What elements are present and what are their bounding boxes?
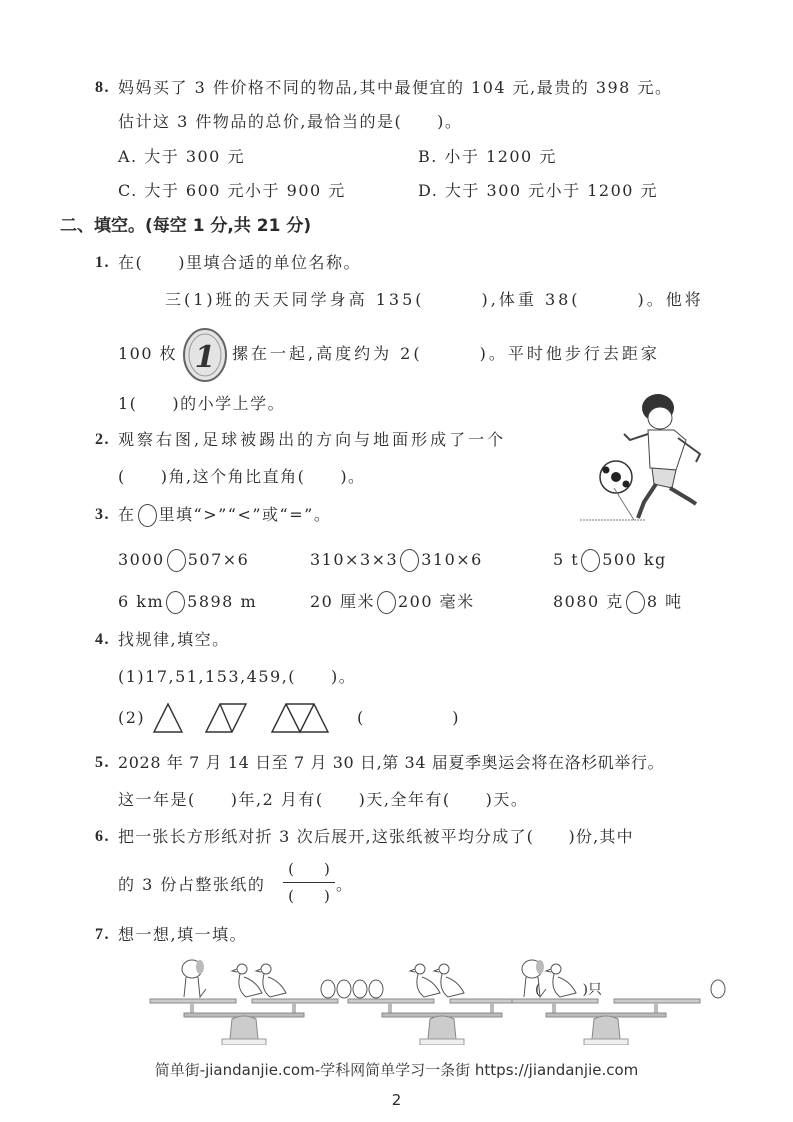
compare-blank[interactable]: [626, 591, 645, 614]
q1-text-4: 1( )的小学上学。: [118, 394, 286, 413]
triangle-pattern: [150, 702, 350, 734]
chick-icon: [353, 980, 367, 998]
scale-3: [512, 960, 725, 1045]
compare-blank[interactable]: [166, 591, 185, 614]
q7-blank: ( )只: [535, 982, 602, 998]
compare-item: 310×3×3 310×6: [310, 549, 483, 572]
q8-text-2: 估计这 3 件物品的总价,最恰当的是( )。: [118, 112, 463, 131]
q4-part2-label: (2): [118, 708, 146, 727]
dog-icon: [182, 960, 206, 997]
circle-icon: [138, 504, 157, 527]
q5-text-2: 这一年是( )年,2 月有( )天,全年有( )天。: [118, 790, 529, 809]
compare-item: 8080 克 8 吨: [553, 591, 683, 614]
q5-text-1: 2028 年 7 月 14 日至 7 月 30 日,第 34 届夏季奥运会将在洛杉矶举行。: [118, 753, 665, 772]
compare-blank[interactable]: [400, 549, 419, 572]
chick-icon: [321, 980, 335, 998]
q8-text-1: 妈妈买了 3 件价格不同的物品,其中最便宜的 104 元,最贵的 398 元。: [118, 78, 673, 97]
compare-blank[interactable]: [581, 549, 600, 572]
coin-label: 1: [194, 340, 216, 375]
scale-2: [321, 964, 536, 1045]
q8-option-a: A. 大于 300 元: [118, 147, 245, 166]
compare-item: 20 厘米 200 毫米: [310, 591, 475, 614]
q4-part1: (1)17,51,153,459,( )。: [118, 667, 357, 686]
q4-text: 找规律,填空。: [118, 630, 230, 649]
q3-intro-a: 在: [118, 505, 136, 524]
compare-item: 3000 507×6: [118, 549, 249, 572]
compare-item: 5 t 500 kg: [553, 549, 667, 572]
q7-text: 想一想,填一填。: [118, 925, 248, 944]
q6-text-1: 把一张长方形纸对折 3 次后展开,这张纸被平均分成了( )份,其中: [118, 827, 634, 846]
duck-icon: [232, 964, 262, 997]
footer-watermark: 简单街-jiandanjie.com-学科网简单学习一条街 https://jiandanjie.com: [154, 1061, 639, 1079]
q1-text-2: 三(1)班的天天同学身高 135( ),体重 38( )。他将: [165, 290, 704, 309]
section-title: 二、填空。(每空 1 分,共 21 分): [60, 216, 312, 236]
fraction-blank[interactable]: [283, 858, 335, 907]
q8-option-c: C. 大于 600 元小于 900 元: [118, 181, 346, 200]
q2-number: 2.: [95, 431, 110, 448]
q6-text-2: 的 3 份占整张纸的: [118, 875, 266, 894]
duck-icon: [410, 964, 440, 997]
chick-icon: [711, 980, 725, 998]
q3-intro-b: 里填“>”“<”或“=”。: [158, 505, 332, 524]
q8-number: 8.: [95, 79, 110, 96]
compare-item: 6 km 5898 m: [118, 591, 257, 614]
scale-1: [150, 960, 338, 1045]
q6-end: 。: [336, 875, 354, 894]
q4-number: 4.: [95, 631, 110, 648]
q8-option-b: B. 小于 1200 元: [418, 147, 557, 166]
q1-text-1: 在( )里填合适的单位名称。: [118, 253, 361, 272]
compare-blank[interactable]: [377, 591, 396, 614]
balance-scales-illustration: [120, 955, 740, 1045]
q3-intro: [118, 504, 331, 527]
chick-icon: [369, 980, 383, 998]
coin-image: [182, 327, 230, 383]
chick-icon: [337, 980, 351, 998]
q1-text-3b: 摞在一起,高度约为 2( )。平时他步行去距家: [232, 344, 660, 363]
fraction-bar: [283, 882, 335, 883]
q5-number: 5.: [95, 754, 110, 771]
q3-number: 3.: [95, 506, 110, 523]
page-number: 2: [391, 1091, 402, 1109]
q4-part2-blank: ( ): [357, 708, 460, 727]
soccer-player-illustration: [578, 392, 718, 524]
fraction-denominator: ( ): [288, 887, 330, 905]
q1-text-3a: 100 枚: [118, 344, 178, 363]
q8-option-d: D. 大于 300 元小于 1200 元: [418, 181, 659, 200]
q7-number: 7.: [95, 926, 110, 943]
q6-number: 6.: [95, 828, 110, 845]
fraction-numerator: ( ): [288, 860, 330, 878]
q2-text-2: ( )角,这个角比直角( )。: [118, 467, 366, 486]
compare-blank[interactable]: [167, 549, 186, 572]
q1-number: 1.: [95, 254, 110, 271]
q2-text-1: 观察右图,足球被踢出的方向与地面形成了一个: [118, 430, 507, 449]
